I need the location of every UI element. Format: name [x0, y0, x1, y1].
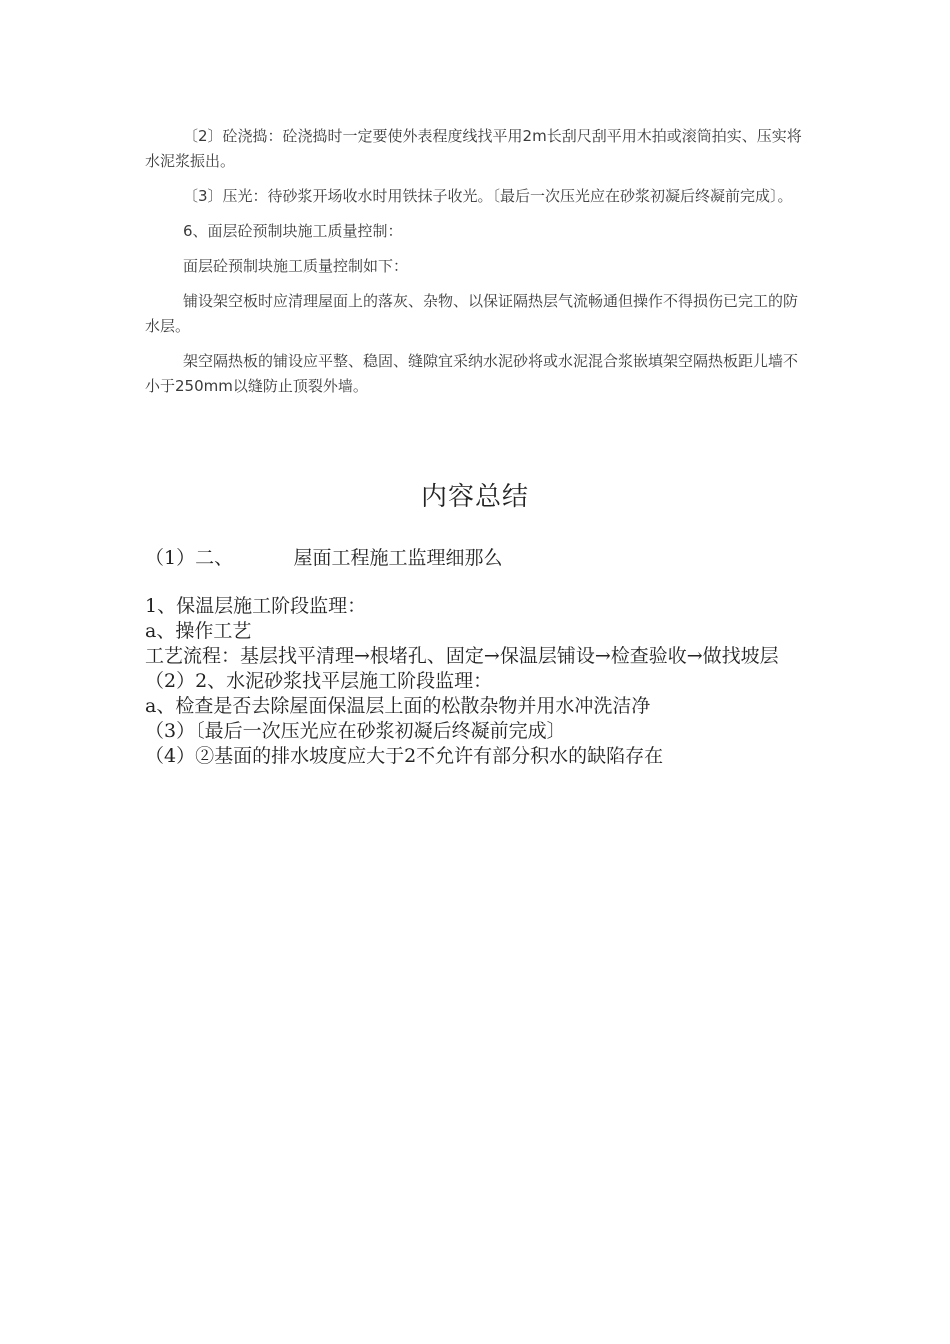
summary-line: （4）②基面的排水坡度应大于2不允许有部分积水的缺陷存在 — [145, 745, 664, 767]
paragraph-precast-intro: 面层砼预制块施工质量控制如下： — [183, 257, 409, 275]
summary-line: 工艺流程：基层找平清理→根堵孔、固定→保温层铺设→检查验收→做找坡层 — [145, 645, 779, 667]
summary-body — [145, 594, 805, 769]
summary-line: （2）2、水泥砂浆找平层施工阶段监理： — [145, 670, 493, 692]
summary-heading: （1）二、 屋面工程施工监理细那么 — [145, 547, 503, 569]
summary-line: a、操作工艺 — [145, 620, 252, 642]
paragraph-concrete-pouring: 〔2〕砼浇捣：砼浇捣时一定要使外表程度线找平用2m长刮尺刮平用木拍或滚筒拍实、压实将水泥浆振出。 — [145, 127, 802, 170]
paragraph-overhead-slab: 铺设架空板时应清理屋面上的落灰、杂物、以保证隔热层气流畅通但操作不得损伤已完工的防水层。 — [145, 292, 799, 335]
summary-title: 内容总结 — [420, 482, 529, 512]
body-text-section — [145, 124, 805, 409]
paragraph-precast-heading: 6、面层砼预制块施工质量控制： — [183, 222, 403, 240]
paragraph-troweling: 〔3〕压光：待砂浆开场收水时用铁抹子收光。〔最后一次压光应在砂浆初凝后终凝前完成〕。 — [183, 187, 793, 205]
summary-line: a、检查是否去除屋面保温层上面的松散杂物并用水冲洗洁净 — [145, 695, 651, 717]
paragraph-insulation-board: 架空隔热板的铺设应平整、稳固、缝隙宜采纳水泥砂将或水泥混合浆嵌填架空隔热板距儿墙不小于250mm以缝防止顶裂外墙。 — [145, 352, 799, 395]
summary-line: （3）〔最后一次压光应在砂浆初凝后终凝前完成〕 — [145, 720, 566, 742]
summary-line: 1、保温层施工阶段监理： — [145, 595, 367, 617]
